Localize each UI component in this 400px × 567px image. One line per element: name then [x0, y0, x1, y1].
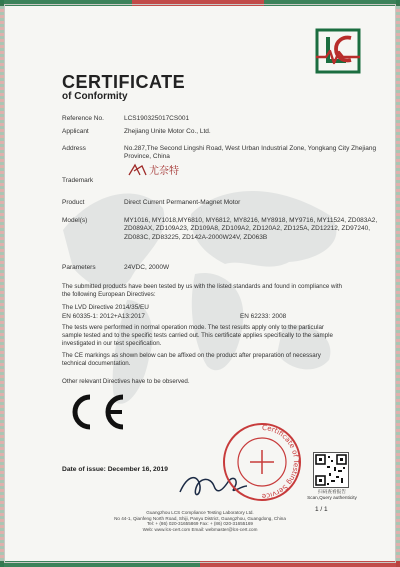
field-value: No.287,The Second Lingshi Road, West Urban Industrial Zone, Yongkang City Zhejiang Province, China [124, 145, 377, 161]
field-value: Direct Current Permanent-Magnet Motor [124, 199, 241, 206]
lcs-logo [312, 25, 364, 77]
qr-caption-chinese: 扫码查看报告 [317, 489, 347, 494]
trademark-text: 尤奈特 [149, 166, 179, 177]
certificate-title: CERTIFICATE [62, 72, 186, 92]
field-value: Zhejiang Unite Motor Co., Ltd. [124, 128, 211, 135]
field-label: Trademark [62, 177, 94, 184]
field-label: Applicant [62, 128, 89, 135]
directive-title: The LVD Directive 2014/35/EU [62, 304, 149, 311]
footer-address: No 44-1, Qianfeng North Road, Shiji, Panyu District, Guangzhou, Guangdong, China [114, 515, 286, 521]
certification-stamp [220, 420, 304, 504]
issue-date: Date of issue: December 16, 2019 [62, 466, 168, 473]
ce-marking-paragraph: The CE markings as shown below can be affixed on the product after preparation of necessary technical documentation. [62, 352, 321, 368]
footer-contact-info [65, 510, 335, 532]
field-label: Model(s) [62, 217, 88, 224]
field-label: Reference No. [62, 115, 104, 122]
test-paragraph: The tests were performed in normal operation mode. The test results apply only to the particular sample tested and to the specific tests carried out. This certificate applies specifically to the sample investigated in our test specification. [62, 324, 333, 348]
field-label: Address [62, 145, 86, 152]
footer-phone-fax: Tel: + (86) 020-31655869 Fax: + (86) 020-31655169 [147, 521, 253, 527]
field-value: LCS190325017CS001 [124, 115, 190, 122]
qr-caption-english: Scan,Query authenticity [307, 495, 357, 500]
trademark-logo [128, 163, 186, 177]
standard-en-60335: EN 60335-1: 2012+A13:2017 [62, 313, 145, 320]
ce-mark [62, 389, 132, 435]
verification-qr-code [313, 452, 349, 488]
qr-caption [306, 489, 358, 501]
right-border-decoration [396, 0, 400, 567]
footer-company: Guangzhou LCS Compliance Testing Laboratory Ltd. [146, 510, 254, 515]
standard-en-62233: EN 62233: 2008 [240, 313, 287, 320]
page-number: 1 / 1 [315, 506, 328, 513]
field-label: Parameters [62, 264, 96, 271]
field-value: 24VDC, 2000W [124, 264, 170, 271]
stamp-text: Certificate of Testing Service [261, 423, 300, 501]
certificate-subtitle: of Conformity [62, 91, 128, 102]
field-label: Product [62, 199, 85, 206]
other-directives-paragraph: Other relevant Directives have to be observed. [62, 378, 190, 385]
footer-web-email: Web: www.lcs-cert.com Email: webmaster@lcs-cert.com [142, 526, 258, 532]
compliance-paragraph: The submitted products have been tested by us with the listed standards and found in compliance with the following European Directives: [62, 283, 342, 299]
field-value: MY1016, MY1018,MY6810, MY6812, MY8216, MY8918, MY9716, MY11524, ZD083A2, ZD089AX, ZD109A23, ZD109A8, ZD109A2, ZD120A2, ZD125A, ZD12212, ZD97240, ZD083C, ZD83225, ZD142A-2000W24V, ZD063B [124, 217, 378, 241]
